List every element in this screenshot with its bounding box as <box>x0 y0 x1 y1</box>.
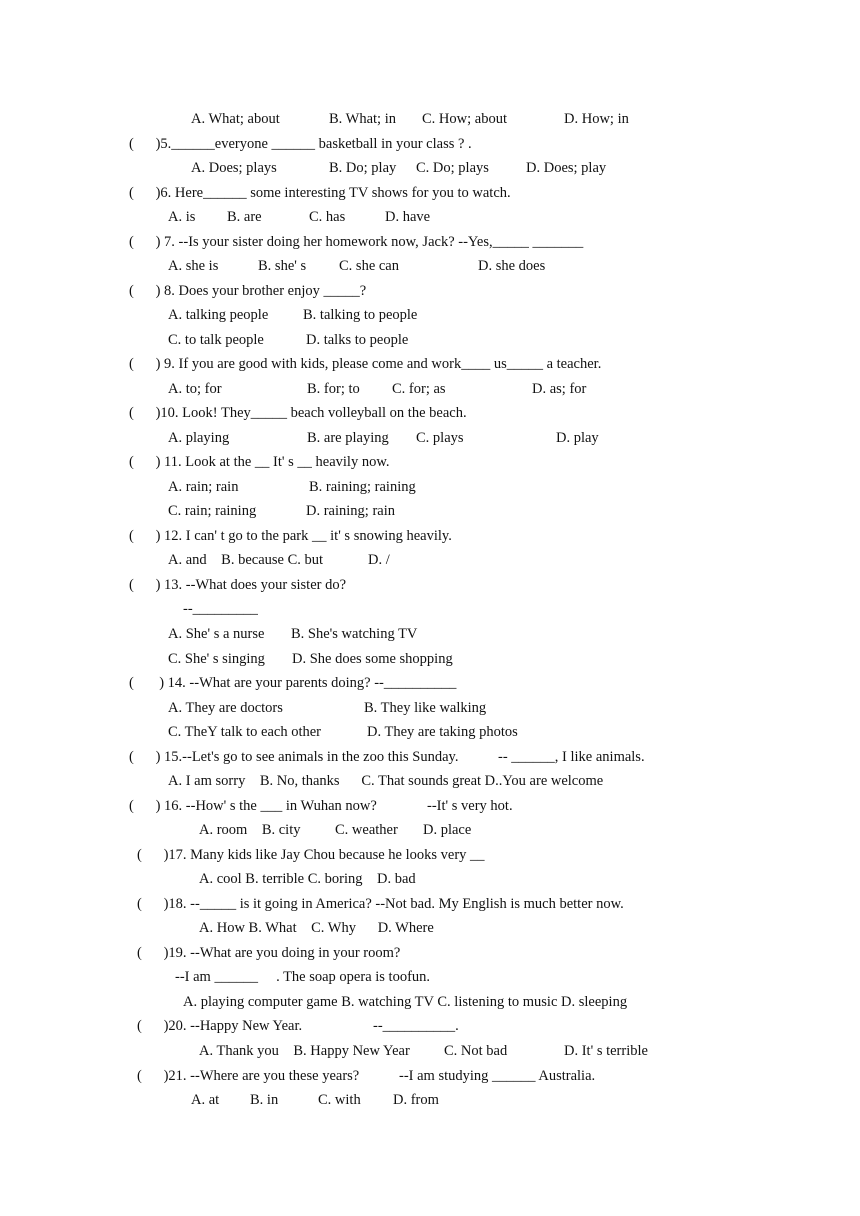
question-text-line: A. She' s a nurse <box>168 626 265 642</box>
question-text-line: ( ) 12. I can' t go to the park __ it' s snowing heavily. <box>129 528 452 544</box>
question-text-line: ( ) 11. Look at the __ It' s __ heavily now. <box>129 454 390 470</box>
question-text-line: A. and B. because C. but <box>168 552 324 568</box>
question-text-line: A. Thank you B. Happy New Year <box>199 1043 410 1059</box>
question-text-line: D. / <box>368 552 390 568</box>
question-text-line: B. she' s <box>258 258 307 274</box>
question-text-line: --I am studying ______ Australia. <box>399 1068 596 1084</box>
question-text-line: A. cool B. terrible C. boring D. bad <box>199 871 416 887</box>
question-text-line: --_________ <box>183 601 258 617</box>
question-text-line: A. They are doctors <box>168 700 283 716</box>
question-text-line: D. as; for <box>532 381 587 397</box>
question-text-line: A. What; about <box>191 111 280 127</box>
question-text-line: A. at <box>191 1092 220 1108</box>
question-text-line: ( ) 8. Does your brother enjoy _____? <box>129 283 367 299</box>
question-text-line: B. are <box>227 209 262 225</box>
question-text-line: D. Does; play <box>526 160 607 176</box>
question-text-line: B. in <box>250 1092 279 1108</box>
question-text-line: ( ) 14. --What are your parents doing? --__________ <box>129 675 457 691</box>
question-text-line: D. place <box>423 822 472 838</box>
question-text-line: D. She does some shopping <box>292 651 453 667</box>
question-text-line: ( )21. --Where are you these years? <box>137 1068 360 1084</box>
question-text-line: ( )17. Many kids like Jay Chou because he looks very __ <box>137 847 485 863</box>
question-text-line: C. How; about <box>422 111 507 127</box>
question-text-line: C. TheY talk to each other <box>168 724 322 740</box>
question-text-line: ( )6. Here______ some interesting TV shows for you to watch. <box>129 185 511 201</box>
question-text-line: A. playing computer game B. watching TV C. listening to music D. sleeping <box>183 994 628 1010</box>
question-text-line: C. for; as <box>392 381 446 397</box>
question-text-line: ( )19. --What are you doing in your room? <box>137 945 401 961</box>
question-text-line: --__________. <box>373 1018 459 1034</box>
question-text-line: B. are playing <box>307 430 389 446</box>
question-text-line: A. Does; plays <box>191 160 277 176</box>
question-text-line: C. She' s singing <box>168 651 265 667</box>
question-text-line: B. They like walking <box>364 700 487 716</box>
question-text-line: --It' s very hot. <box>427 798 513 814</box>
question-text-line: ( ) 9. If you are good with kids, please come and work____ us_____ a teacher. <box>129 356 602 372</box>
question-text-line: A. is <box>168 209 196 225</box>
question-text-line: C. Not bad <box>444 1043 508 1059</box>
question-text-line: C. has <box>309 209 346 225</box>
question-text-line: ( )10. Look! They_____ beach volleyball on the beach. <box>129 405 467 421</box>
question-text-line: ( )18. --_____ is it going in America? --Not bad. My English is much better now. <box>137 896 624 912</box>
question-text-line: C. Do; plays <box>416 160 489 176</box>
question-text-line: C. plays <box>416 430 464 446</box>
question-text-line: ( ) 16. --How' s the ___ in Wuhan now? <box>129 798 377 814</box>
question-text-line: ( ) 13. --What does your sister do? <box>129 577 347 593</box>
question-text-line: A. room B. city <box>199 822 301 838</box>
question-text-line: C. with <box>318 1092 361 1108</box>
question-text-line: D. How; in <box>564 111 629 127</box>
question-text-line: D. raining; rain <box>306 503 395 519</box>
question-text-line: D. It' s terrible <box>564 1043 648 1059</box>
question-text-line: ( ) 7. --Is your sister doing her homework now, Jack? --Yes,_____ _______ <box>129 234 584 250</box>
question-text-line: A. talking people <box>168 307 269 323</box>
question-text-line: B. raining; raining <box>309 479 416 495</box>
question-text-line: D. play <box>556 430 599 446</box>
question-text-line: D. talks to people <box>306 332 409 348</box>
question-text-line: A. How B. What C. Why D. Where <box>199 920 434 936</box>
question-text-line: A. she is <box>168 258 219 274</box>
question-text-line: B. What; in <box>329 111 396 127</box>
question-text-line: ( ) 15.--Let's go to see animals in the zoo this Sunday. <box>129 749 459 765</box>
question-text-line: D. They are taking photos <box>367 724 518 740</box>
question-text-line: C. she can <box>339 258 399 274</box>
question-text-line: --I am ______ . The soap opera is toofun. <box>175 969 431 985</box>
question-text-line: ( )20. --Happy New Year. <box>137 1018 303 1034</box>
question-text-line: C. rain; raining <box>168 503 257 519</box>
question-text-line: B. for; to <box>307 381 360 397</box>
question-text-line: ( )5.______everyone ______ basketball in your class ? . <box>129 136 472 152</box>
question-text-line: D. from <box>393 1092 439 1108</box>
question-text-line: A. I am sorry B. No, thanks C. That sounds great D..You are welcome <box>168 773 604 789</box>
question-text-line: B. She's watching TV <box>291 626 418 642</box>
question-text-line: D. have <box>385 209 431 225</box>
question-text-line: C. to talk people <box>168 332 264 348</box>
question-text-line: -- ______, I like animals. <box>498 749 645 765</box>
question-text-line: A. playing <box>168 430 230 446</box>
question-text-line: B. talking to people <box>303 307 418 323</box>
question-text-line: A. to; for <box>168 381 222 397</box>
question-text-line: C. weather <box>335 822 398 838</box>
question-text-line: B. Do; play <box>329 160 397 176</box>
question-text-line: A. rain; rain <box>168 479 239 495</box>
question-text-line: D. she does <box>478 258 546 274</box>
